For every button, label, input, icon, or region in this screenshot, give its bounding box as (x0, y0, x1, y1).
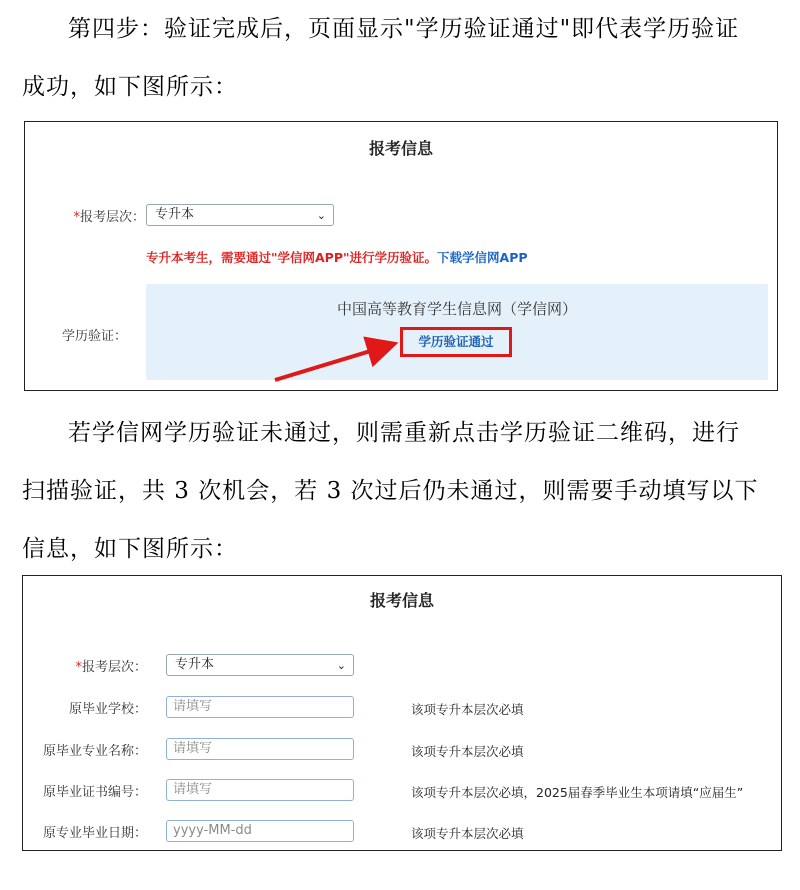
paragraph-step4 (22, 0, 782, 116)
site-name: 中国高等教育学生信息网（学信网） (336, 300, 577, 318)
former-major-input[interactable]: 请填写 (166, 738, 354, 760)
diploma-number-label: 原毕业证书编号： (42, 785, 147, 800)
paragraph-line: 若学信网学历验证未通过，则需重新点击学历验证二维码，进行 (68, 420, 740, 446)
graduation-date-label: 原专业毕业日期： (42, 826, 147, 841)
field-note: 该项专升本层次必填 (411, 826, 524, 841)
level-label: *报考层次： (75, 660, 147, 675)
required-marker: * (73, 210, 80, 225)
level-select-value: 专升本 (155, 207, 195, 222)
diploma-number-input[interactable]: 请填写 (166, 779, 354, 801)
graduation-date-input[interactable]: yyyy-MM-dd (166, 820, 354, 842)
verification-passed-button[interactable]: 学历验证通过 (400, 327, 512, 357)
level-select[interactable] (166, 654, 354, 676)
former-major-label: 原毕业专业名称： (42, 744, 147, 759)
paragraph-line: 第四步：验证完成后，页面显示"学历验证通过"即代表学历验证 (68, 16, 740, 42)
verification-panel (146, 284, 768, 380)
form-title: 报考信息 (369, 591, 434, 610)
field-note: 该项专升本层次必填，2025届春季毕业生本项请填“应届生” (411, 785, 744, 800)
paragraph-manual-fill (22, 404, 782, 578)
app-verification-notice: 专升本考生，需要通过"学信网APP"进行学历验证。下载学信网APP (146, 250, 528, 265)
former-school-input[interactable]: 请填写 (166, 696, 354, 718)
paragraph-line: 扫描验证，共 3 次机会，若 3 次过后仍未通过，则需要手动填写以下 (22, 478, 759, 504)
form-title: 报考信息 (368, 139, 433, 158)
chevron-down-icon: ⌄ (336, 659, 346, 672)
field-note: 该项专升本层次必填 (411, 744, 524, 759)
verify-label: 学历验证： (61, 329, 127, 344)
screenshot-verification-passed (24, 121, 778, 391)
paragraph-line: 成功，如下图所示： (22, 74, 238, 100)
required-marker: * (75, 660, 82, 675)
former-school-label: 原毕业学校： (68, 702, 147, 717)
level-select[interactable] (146, 204, 334, 226)
download-app-link[interactable]: 下载学信网APP (437, 250, 528, 265)
level-select-value: 专升本 (175, 657, 215, 672)
chevron-down-icon: ⌄ (316, 209, 326, 222)
field-note: 该项专升本层次必填 (411, 702, 524, 717)
paragraph-line: 信息，如下图所示： (22, 536, 238, 562)
screenshot-manual-form (22, 575, 782, 851)
level-label: *报考层次： (73, 210, 145, 225)
